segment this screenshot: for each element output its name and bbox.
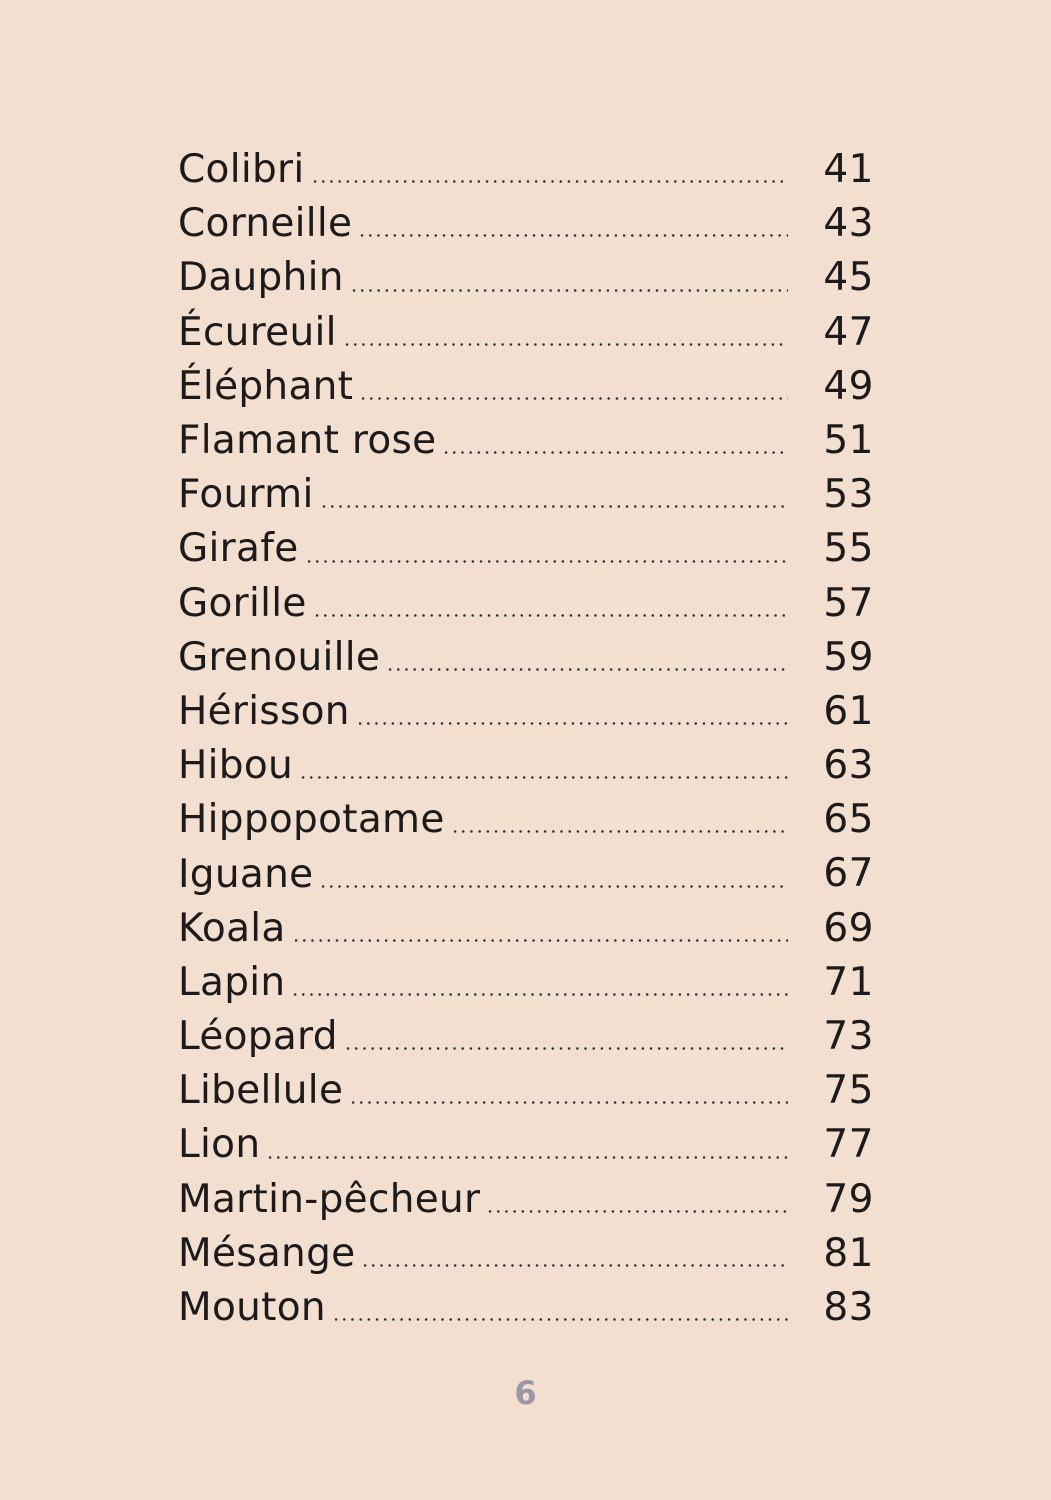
toc-entry-page: 61 [823,688,874,734]
toc-entry-page: 75 [823,1068,874,1114]
toc-entry[interactable] [178,522,874,576]
toc-entry-page: 59 [823,634,874,680]
toc-entry-page: 45 [823,255,874,301]
dot-leader [451,830,788,833]
dot-leader [313,614,788,617]
toc-entry-page: 55 [823,526,874,572]
table-of-contents [178,143,874,1335]
dot-leader [361,1264,788,1267]
toc-entry-title: Koala [178,905,286,951]
toc-entry-page: 65 [823,797,874,843]
toc-entry[interactable] [178,793,874,847]
toc-entry[interactable] [178,631,874,685]
toc-entry-title: Hérisson [178,688,350,734]
toc-entry-title: Iguane [178,851,314,897]
toc-entry-title: Hippopotame [178,797,445,843]
toc-entry-title: Colibri [178,147,305,193]
toc-entry-title: Éléphant [178,363,354,409]
dot-leader [292,939,788,942]
dot-leader [442,451,788,454]
toc-entry[interactable] [178,685,874,739]
toc-entry[interactable] [178,847,874,901]
toc-entry-title: Mouton [178,1285,326,1331]
toc-entry[interactable] [178,306,874,360]
dot-leader [359,397,788,400]
toc-entry-title: Libellule [178,1068,344,1114]
toc-entry-page: 81 [823,1230,874,1276]
toc-entry[interactable] [178,197,874,251]
toc-entry-title: Corneille [178,201,353,247]
toc-entry-title: Écureuil [178,309,337,355]
toc-entry-title: Mésange [178,1230,356,1276]
dot-leader [344,1047,788,1050]
toc-entry-title: Martin-pêcheur [178,1176,481,1222]
toc-entry[interactable] [178,739,874,793]
dot-leader [291,993,788,996]
toc-entry[interactable] [178,468,874,522]
toc-entry-title: Grenouille [178,634,381,680]
dot-leader [320,505,788,508]
dot-leader [266,1156,788,1159]
dot-leader [358,234,788,237]
toc-entry-page: 49 [823,363,874,409]
toc-entry[interactable] [178,577,874,631]
toc-entry-page: 69 [823,905,874,951]
dot-leader [486,1210,788,1213]
toc-entry-page: 83 [823,1284,874,1330]
toc-entry[interactable] [178,1064,874,1118]
dot-leader [356,722,788,725]
dot-leader [349,1101,788,1104]
dot-leader [386,668,788,671]
toc-entry[interactable] [178,1281,874,1335]
toc-entry-page: 47 [823,309,874,355]
toc-entry[interactable] [178,902,874,956]
toc-entry[interactable] [178,956,874,1010]
toc-entry[interactable] [178,143,874,197]
dot-leader [305,560,788,563]
toc-entry-page: 53 [823,472,874,518]
dot-leader [311,180,789,183]
dot-leader [319,885,788,888]
toc-entry-page: 67 [823,851,874,897]
toc-entry-page: 79 [823,1176,874,1222]
toc-entry-page: 63 [823,743,874,789]
toc-entry-page: 51 [823,417,874,463]
toc-entry-page: 73 [823,1014,874,1059]
dot-leader [343,343,788,346]
toc-entry-title: Lapin [178,959,286,1005]
toc-entry-title: Lion [178,1122,261,1168]
dot-leader [299,776,788,779]
dot-leader [332,1318,788,1321]
toc-entry[interactable] [178,1227,874,1281]
toc-entry[interactable] [178,251,874,305]
toc-entry-title: Girafe [178,526,299,572]
dot-leader [350,289,788,292]
toc-entry-title: Léopard [178,1014,338,1060]
toc-entry[interactable] [178,1010,874,1064]
toc-entry[interactable] [178,414,874,468]
toc-entry-title: Flamant rose [178,418,437,464]
toc-entry-title: Fourmi [178,472,314,518]
toc-entry-title: Dauphin [178,255,344,301]
toc-entry-title: Gorille [178,580,307,626]
toc-entry-page: 71 [823,959,874,1005]
toc-entry-page: 43 [823,201,874,247]
toc-entry-title: Hibou [178,743,293,789]
toc-entry-page: 41 [823,147,874,192]
toc-entry-page: 77 [823,1122,874,1168]
page-number: 6 [514,1374,537,1412]
toc-entry[interactable] [178,1173,874,1227]
toc-entry[interactable] [178,1118,874,1172]
toc-entry-page: 57 [823,580,874,626]
toc-entry[interactable] [178,360,874,414]
